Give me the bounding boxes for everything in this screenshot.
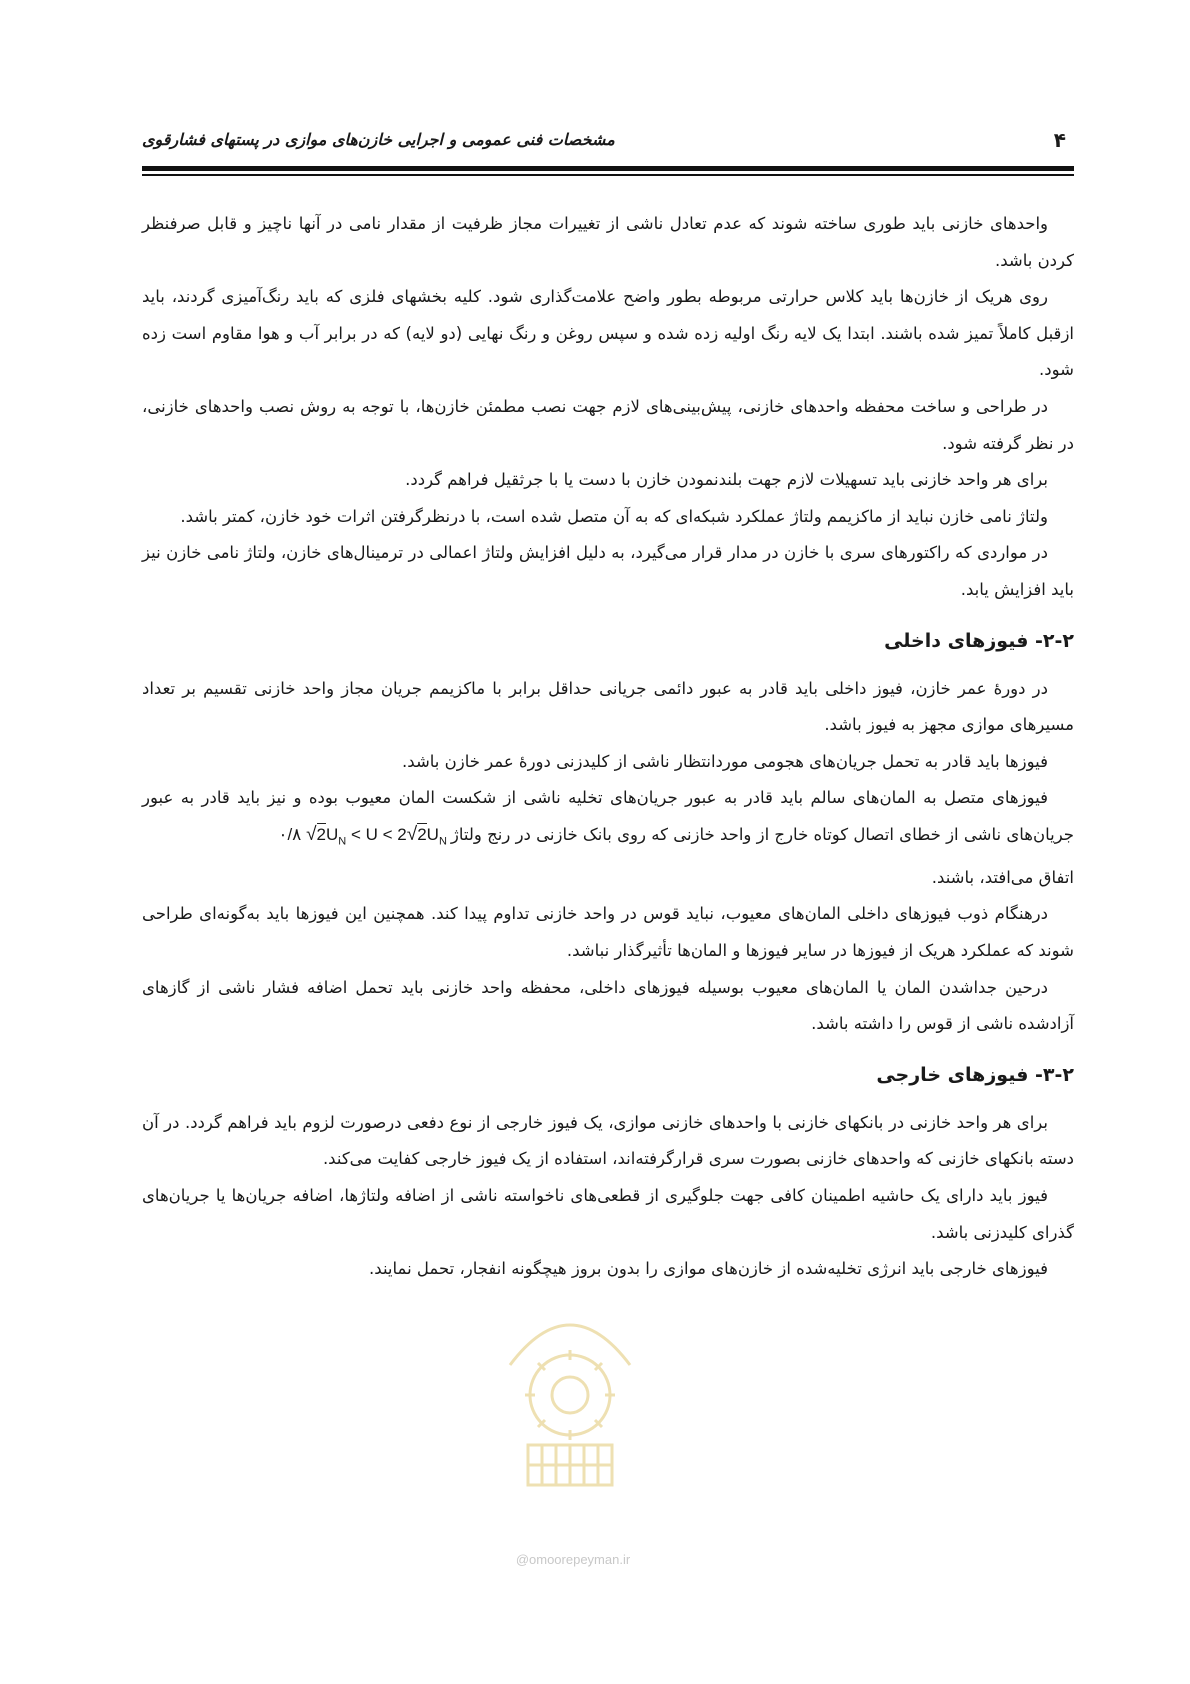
paragraph: در طراحی و ساخت محفظه واحدهای خازنی، پیش‌بینی‌های لازم جهت نصب مطمئن خازن‌ها، با توجه به روش نصب واحدهای خازنی، در نظر گرفته شود. bbox=[142, 396, 1074, 453]
paragraph-text: فیوزهای متصل به المان‌های سالم باید قادر به عبور جریان‌های تخلیه ناشی از شکست المان معیوب بوده و نیز باید قادر به عبور جریان‌های ناشی از خطای اتصال کوتاه خارج از واحد خازنی که روی بانک خازنی در رنج ولتاژ bbox=[142, 788, 1074, 844]
paragraph: برای هر واحد خازنی در بانکهای خازنی با واحدهای خازنی موازی، یک فیوز خارجی از نوع دفعی درصورت لزوم باید فراهم گردد. در آن دسته بانکهای خازنی که واحدهای خازنی بصورت سری قرارگرفته‌اند، استفاده از یک فیوز خارجی کفایت می‌کند. bbox=[142, 1112, 1074, 1169]
paragraph: ولتاژ نامی خازن نباید از ماکزیمم ولتاژ عملکرد شبکه‌ای که به آن متصل شده است، با درنظرگرفتن اثرات خود خازن، کمتر باشد. bbox=[180, 506, 1048, 526]
sqrt-sign: √ bbox=[406, 823, 418, 845]
voltage-range-formula bbox=[252, 817, 447, 860]
paragraph-with-formula bbox=[142, 780, 1074, 896]
paragraph-text: اتفاق می‌افتد، باشند. bbox=[931, 867, 1074, 887]
formula-u: U bbox=[426, 824, 439, 844]
header-rule-thin bbox=[142, 174, 1074, 176]
formula-subscript-n: N bbox=[338, 835, 347, 848]
paragraph: درحین جداشدن المان یا المان‌های معیوب بوسیله فیوزهای داخلی، محفظه واحد خازنی باید تحمل اضافه فشار ناشی از گازهای آزادشده ناشی از قوس را داشته باشد. bbox=[142, 977, 1074, 1034]
watermark-url: @omoorepeyman.ir bbox=[515, 1552, 631, 1567]
paragraph: در مواردی که راکتورهای سری با خازن در مدار قرار می‌گیرد، به دلیل افزایش ولتاژ اعمالی در ترمینال‌های خازن، ولتاژ نامی خازن نیز باید افزایش یابد. bbox=[142, 543, 1074, 599]
paragraph: درهنگام ذوب فیوزهای داخلی المان‌های معیوب، نباید قوس در واحد خازنی تداوم پیدا کند. همچنین این فیوزها باید به‌گونه‌ای طراحی شوند که عملکرد هریک از فیوزها در سایر فیوزها و المان‌ها تأثیرگذار نباشد. bbox=[142, 904, 1074, 961]
paragraph: فیوزهای خارجی باید انرژی تخلیه‌شده از خازن‌های موازی را بدون بروز هیچگونه انفجار، تحمل نمایند. bbox=[369, 1259, 1048, 1279]
paragraph: فیوزها باید قادر به تحمل جریان‌های هجومی موردانتظار ناشی از کلیدزنی دورهٔ عمر خازن باشد. bbox=[402, 751, 1048, 771]
formula-coefficient: ۰/۸ bbox=[278, 824, 302, 844]
sqrt-sign: √ bbox=[306, 823, 317, 845]
section-heading-external-fuses: ۳-۲- فیوزهای خارجی bbox=[876, 1063, 1074, 1086]
formula-u: U bbox=[365, 824, 378, 844]
page-header bbox=[142, 126, 1074, 162]
body-text bbox=[142, 206, 1074, 1288]
paragraph: روی هریک از خازن‌ها باید کلاس حرارتی مربوطه بطور واضح علامت‌گذاری شود. کلیه بخشهای فلزی که باید رنگ‌آمیزی گردند، باید ازقبل کاملاً تمیز شده باشند. ابتدا یک لایه رنگ اولیه زده شده و سپس روغن و رنگ نهایی (دو لایه) که در برابر آب و هوا مقاوم است زده شود. bbox=[142, 287, 1074, 380]
formula-less-than: < bbox=[382, 824, 393, 844]
paragraph: فیوز باید دارای یک حاشیه اطمینان کافی جهت جلوگیری از قطعی‌های ناخواسته ناشی از اضافه ولتاژها، اضافه جریان‌ها یا جریان‌های گذرای کلیدزنی باشد. bbox=[142, 1186, 1074, 1242]
section-heading-internal-fuses: ۲-۲- فیوزهای داخلی bbox=[884, 629, 1074, 652]
formula-multiplier: 2 bbox=[397, 824, 407, 844]
header-rule-thick bbox=[142, 166, 1074, 171]
watermark-gear-center bbox=[552, 1377, 588, 1413]
sqrt-radicand: 2 bbox=[417, 824, 427, 844]
paragraph: واحدهای خازنی باید طوری ساخته شوند که عدم تعادل ناشی از تغییرات مجاز ظرفیت از مقدار نامی در آنها ناچیز و قابل صرفنظر کردن باشد. bbox=[142, 214, 1074, 270]
formula-subscript-n: N bbox=[438, 835, 447, 848]
running-title: مشخصات فنی عمومی و اجرایی خازن‌های موازی در پستهای فشارقوی bbox=[142, 130, 615, 149]
formula-less-than: < bbox=[350, 824, 361, 844]
formula-u: U bbox=[325, 824, 339, 844]
sqrt-radicand: 2 bbox=[316, 824, 326, 844]
paragraph: برای هر واحد خازنی باید تسهیلات لازم جهت بلندنمودن خازن با دست یا با جرثقیل فراهم گردد. bbox=[405, 470, 1048, 490]
paragraph: در دورهٔ عمر خازن، فیوز داخلی باید قادر به عبور دائمی جریانی حداقل برابر با ماکزیمم جریان مجاز واحد خازنی تقسیم بر تعداد مسیرهای موازی مجهز به فیوز باشد. bbox=[142, 678, 1074, 735]
watermark-logo bbox=[490, 1295, 650, 1495]
watermark-grid bbox=[528, 1445, 612, 1485]
watermark-gear-teeth bbox=[525, 1350, 615, 1440]
page-number: ۴ bbox=[1053, 128, 1066, 152]
